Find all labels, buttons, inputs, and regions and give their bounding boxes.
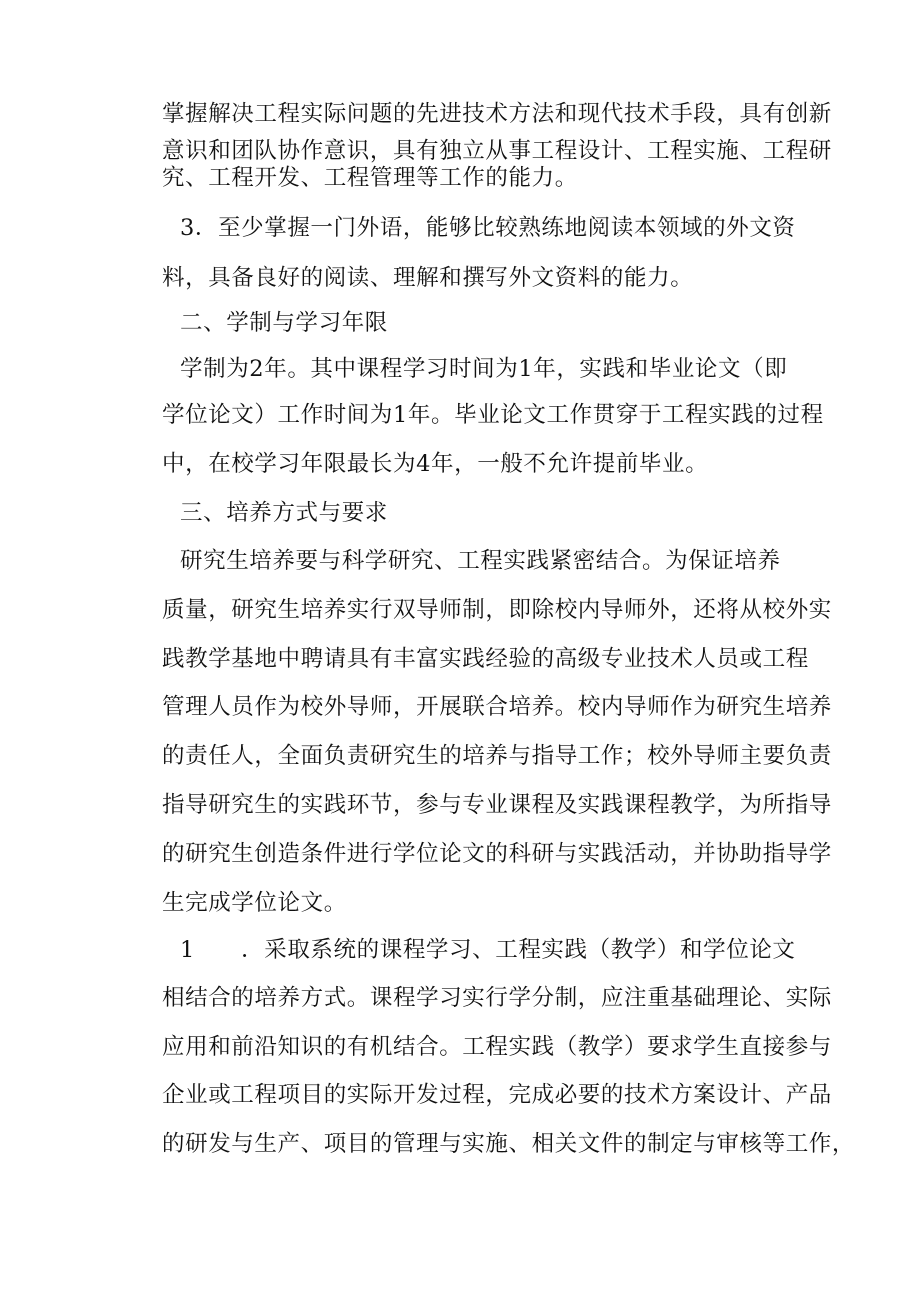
text-line: 的研发与生产、项目的管理与实施、相关文件的制定与审核等工作， [162,1131,856,1157]
text-line: 意识和团队协作意识，具有独立从事工程设计、工程实施、工程研 [162,138,832,164]
text-line: 的责任人，全面负责研究生的培养与指导工作；校外导师主要负责 [162,743,832,769]
text-line: 质量，研究生培养实行双导师制，即除校内导师外，还将从校外实 [162,597,832,623]
text-line: 生完成学位论文。 [162,890,347,916]
text-line: 应用和前沿知识的有机结合。工程实践（教学）要求学生直接参与 [162,1034,832,1060]
text-line: 学位论文）工作时间为1年。毕业论文工作贯穿于工程实践的过程 [162,402,824,428]
text-line: 中，在校学习年限最长为4年，一般不允许提前毕业。 [162,451,709,477]
text-line: 3．至少掌握一门外语，能够比较熟练地阅读本领域的外文资 [180,215,796,241]
text-line: 管理人员作为校外导师，开展联合培养。校内导师作为研究生培养 [162,694,832,720]
text-line: 究、工程开发、工程管理等工作的能力。 [162,165,578,191]
text-line: 研究生培养要与科学研究、工程实践紧密结合。为保证培养 [180,548,781,574]
section-heading: 三、培养方式与要求 [180,500,388,526]
section-heading: 二、学制与学习年限 [180,310,388,336]
text-line: 指导研究生的实践环节，参与专业课程及实践课程教学，为所指导 [162,792,832,818]
text-line: 企业或工程项目的实际开发过程，完成必要的技术方案设计、产品 [162,1082,832,1108]
text-line: 相结合的培养方式。课程学习实行学分制，应注重基础理论、实际 [162,985,832,1011]
text-line: 料，具备良好的阅读、理解和撰写外文资料的能力。 [162,265,694,291]
text-line: 的研究生创造条件进行学位论文的科研与实践活动，并协助指导学 [162,841,832,867]
text-line: 学制为2年。其中课程学习时间为1年，实践和毕业论文（即 [180,356,788,382]
text-line: 1 ．采取系统的课程学习、工程实践（教学）和学位论文 [180,937,796,963]
text-line: 践教学基地中聘请具有丰富实践经验的高级专业技术人员或工程 [162,646,809,672]
text-line: 掌握解决工程实际问题的先进技术方法和现代技术手段，具有创新 [162,101,832,127]
